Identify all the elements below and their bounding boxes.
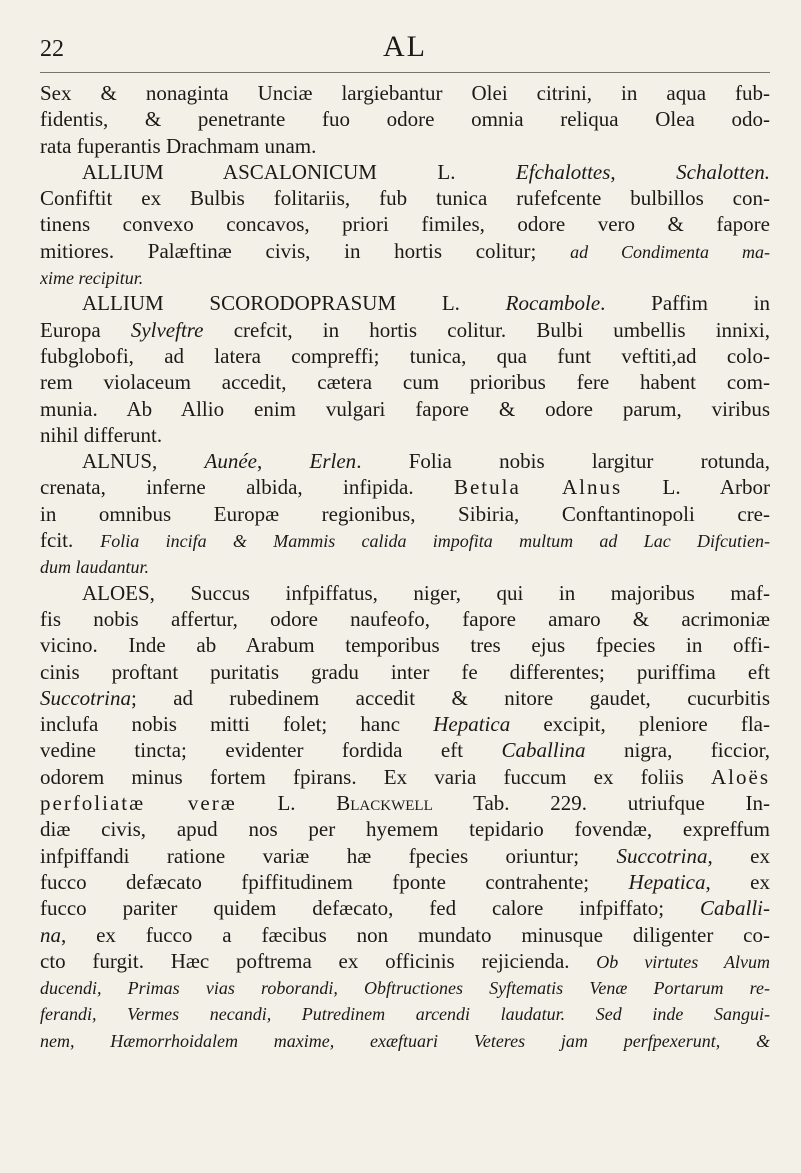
text-segment: vicino. Inde ab Arabum temporibus tres ejus fpecies in offi- [40, 633, 770, 658]
text-segment: Caballi- [699, 896, 770, 921]
text-segment: rem violaceum accedit, cætera cum prioribus fere habent com- [40, 370, 770, 395]
page-number: 22 [40, 36, 64, 62]
text-segment: infpiffandi ratione variæ hæ fpecies oriuntur; [40, 843, 617, 868]
text-segment: Erlen [309, 449, 357, 474]
text-line [40, 1027, 770, 1053]
text-segment: vedine tincta; evidenter fordida eft [40, 738, 502, 763]
text-line [40, 632, 770, 658]
text-segment: excipit, pleniore fla- [510, 712, 770, 737]
text-segment: Folia incifa & Mammis calida impofita multum ad Lac Difcutien- [100, 531, 770, 552]
text-line [40, 422, 770, 448]
text-segment: fubglobofi, ad latera compreffi; tunica, qua funt veftiti,ad colo- [40, 343, 770, 368]
text-line [40, 1000, 770, 1026]
text-segment: munia. Ab Allio enim vulgari fapore & odore parum, viribus [40, 396, 770, 421]
text-segment: ALLIUM ASCALONICUM L. [82, 159, 516, 184]
text-segment: . Paffim in [600, 291, 770, 316]
text-segment: ducendi, Primas vias roborandi, Obftructiones Syftematis Venæ Portarum re- [40, 978, 770, 999]
text-segment: Sylveftre [130, 317, 204, 342]
text-line [40, 133, 770, 159]
text-segment: in omnibus Europæ regionibus, Sibiria, Conftantinopoli cre- [40, 501, 770, 526]
text-segment: Rocambole [505, 291, 601, 316]
text-segment: . Folia nobis largitur rotunda, [356, 449, 770, 474]
text-segment: Aunée [204, 449, 258, 474]
text-segment: , ex fucco a fæcibus non mundato minusque diligenter co- [61, 922, 770, 947]
text-segment: rata fuperantis Drachmam unam. [40, 133, 317, 158]
text-segment: tinens convexo concavos, priori fimiles, odore vero & fapore [40, 212, 770, 237]
book-page [40, 0, 770, 1173]
text-segment: ALLIUM SCORODOPRASUM L. [82, 291, 506, 316]
text-line [40, 474, 770, 500]
text-segment: nihil differunt. [40, 422, 163, 447]
text-segment: Betula Alnus [453, 475, 623, 500]
text-segment: nem, Hæmorrhoidalem maxime, exæftuari Veteres jam perfpexerunt, & [40, 1030, 770, 1051]
text-segment: Hepatica [433, 712, 511, 737]
text-segment: Succotrina [40, 685, 131, 710]
text-line [40, 159, 770, 185]
text-segment: , [610, 159, 677, 184]
text-line [40, 974, 770, 1000]
text-segment: crenata, inferne albida, infipida. [40, 475, 454, 500]
text-segment: Caballina [501, 738, 586, 763]
text-segment: cinis proftant puritatis gradu inter fe differentes; puriffima eft [40, 659, 770, 684]
text-line [40, 106, 770, 132]
body-text [40, 80, 770, 1053]
text-segment: nigra, ficcior, [585, 738, 770, 763]
text-segment: Ob virtutes Alvum [596, 951, 770, 972]
header-rule [40, 72, 770, 73]
text-segment: dum laudantur. [40, 557, 150, 578]
text-segment: ad Condimenta ma- [570, 241, 770, 262]
text-line [40, 238, 770, 264]
text-line [40, 264, 770, 290]
text-line [40, 553, 770, 579]
text-line [40, 659, 770, 685]
text-segment: na [40, 922, 61, 947]
text-segment: fidentis, & penetrante fuo odore omnia reliqua Olea odo- [40, 107, 770, 132]
text-segment: inclufa nobis mitti folet; hanc [40, 712, 434, 737]
text-segment: Aloës [711, 764, 770, 789]
text-line [40, 290, 770, 316]
text-line [40, 527, 770, 553]
text-segment: Confiftit ex Bulbis folitariis, fub tunica rufefcente bulbillos con- [40, 186, 770, 211]
text-line [40, 948, 770, 974]
text-segment: Tab. 229. utriufque In- [432, 791, 770, 816]
text-line [40, 922, 770, 948]
text-segment: fcit. [40, 528, 101, 553]
text-line [40, 711, 770, 737]
text-segment: crefcit, in hortis colitur. Bulbi umbellis innixi, [203, 317, 770, 342]
text-segment: L. Arbor [622, 475, 770, 500]
text-segment: Europa [40, 317, 131, 342]
text-line [40, 843, 770, 869]
text-segment: L. [236, 791, 337, 816]
text-line [40, 448, 770, 474]
text-segment: ferandi, Vermes necandi, Putredinem arcendi laudatur. Sed inde Sangui- [40, 1004, 770, 1025]
text-segment: ALOES, Succus infpiffatus, niger, qui in majoribus maf- [82, 580, 770, 605]
text-line [40, 396, 770, 422]
text-line [40, 737, 770, 763]
text-segment: Hepatica [628, 869, 706, 894]
text-segment: perfoliatæ veræ [40, 791, 237, 816]
running-head: AL [383, 30, 427, 63]
text-segment: fucco pariter quidem defæcato, fed calore infpiffato; [40, 896, 700, 921]
text-segment: Succotrina [616, 843, 708, 868]
text-line [40, 80, 770, 106]
text-segment: xime recipitur. [40, 268, 144, 289]
text-segment: , [257, 449, 310, 474]
text-line [40, 501, 770, 527]
text-line [40, 211, 770, 237]
text-segment: cto furgit. Hæc poftrema ex officinis rejicienda. [40, 948, 597, 973]
text-segment: Blackwell [336, 791, 433, 816]
page-header [40, 30, 770, 70]
text-line [40, 317, 770, 343]
text-segment: fucco defæcato fpiffitudinem fponte contrahente; [40, 869, 629, 894]
text-segment: ; ad rubedinem accedit & nitore gaudet, cucurbitis [130, 685, 770, 710]
text-line [40, 343, 770, 369]
text-line [40, 685, 770, 711]
text-line [40, 790, 770, 816]
text-segment: odorem minus fortem fpirans. Ex varia fuccum ex foliis [40, 764, 711, 789]
text-line [40, 185, 770, 211]
text-line [40, 895, 770, 921]
text-line [40, 580, 770, 606]
text-line [40, 606, 770, 632]
text-segment: Sex & nonaginta Unciæ largiebantur Olei citrini, in aqua fub- [40, 81, 770, 105]
text-segment: Schalotten. [676, 159, 770, 184]
text-segment: , ex [707, 843, 770, 868]
text-segment: ALNUS, [82, 449, 205, 474]
text-segment: Efchalottes [515, 159, 611, 184]
text-segment: , ex [705, 869, 770, 894]
text-line [40, 816, 770, 842]
text-line [40, 369, 770, 395]
text-segment: mitiores. Palæftinæ civis, in hortis colitur; [40, 238, 571, 263]
text-segment: fis nobis affertur, odore naufeofo, fapore amaro & acrimoniæ [40, 606, 770, 631]
text-segment: diæ civis, apud nos per hyemem tepidario fovendæ, expreffum [40, 817, 770, 842]
text-line [40, 869, 770, 895]
text-line [40, 764, 770, 790]
